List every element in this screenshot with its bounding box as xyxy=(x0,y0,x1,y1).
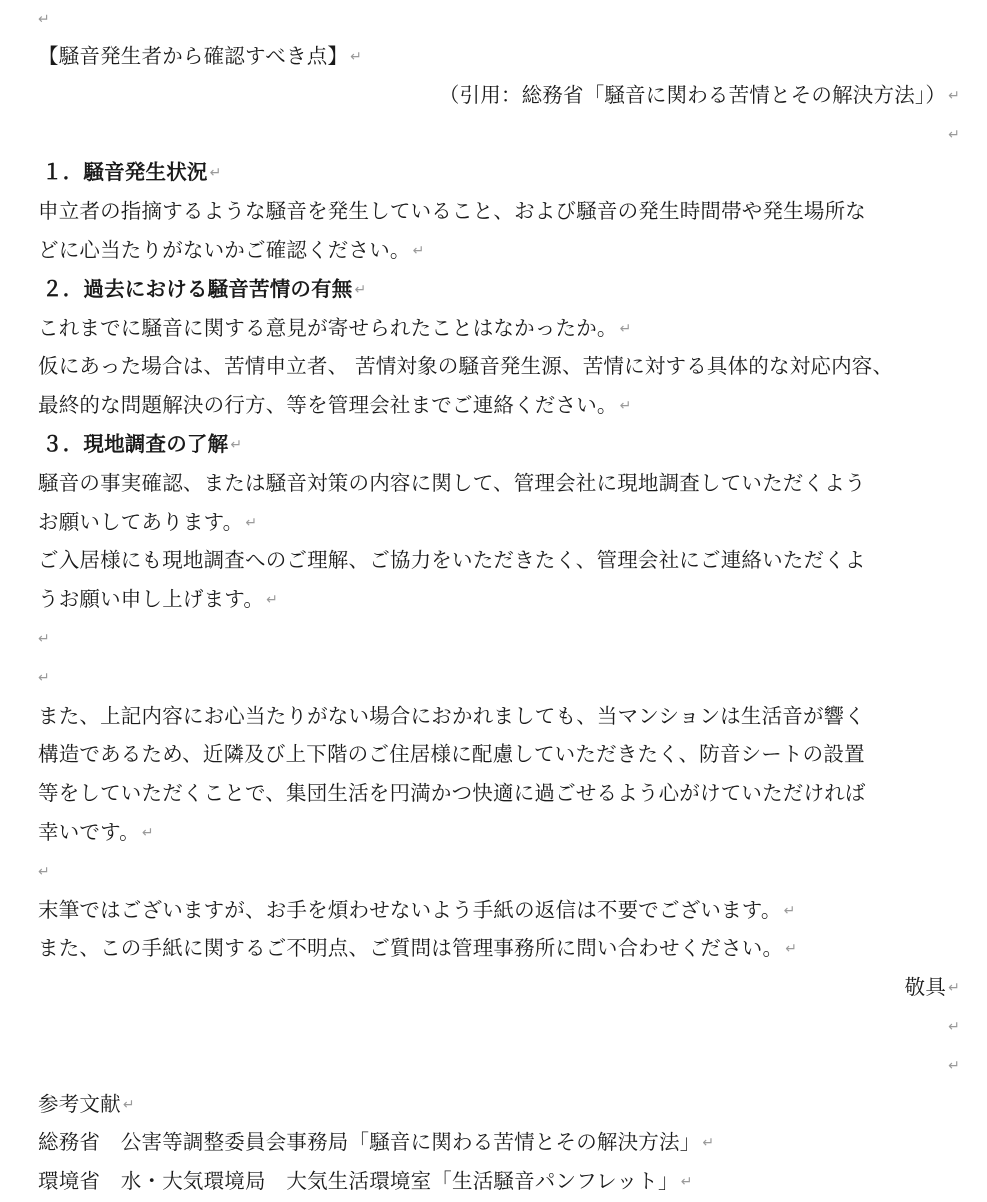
empty-line xyxy=(38,619,960,658)
citation-text: （引用：総務省「騒音に関わる苦情とその解決方法」） xyxy=(438,82,947,107)
empty-line xyxy=(38,115,960,154)
reference-text: 総務省 公害等調整委員会事務局「騒音に関わる苦情とその解決方法」 xyxy=(38,1130,701,1155)
paragraph-mark-icon: ↵ xyxy=(38,631,50,648)
item1-body-text: 申立者の指摘するような騒音を発生していること、および騒音の発生時間帯や発生場所な xyxy=(38,199,866,224)
paragraph-mark-icon: ↵ xyxy=(619,320,632,337)
item2-body-line xyxy=(38,386,960,425)
item3-body-line xyxy=(38,580,960,619)
item3-body-text: お願いしてあります。 xyxy=(38,509,244,534)
empty-line xyxy=(38,658,960,697)
closing-line xyxy=(38,891,960,930)
item2-body-line xyxy=(38,347,960,386)
item3-body-text: 騒音の事実確認、または騒音対策の内容に関して、管理会社に現地調査していただくよう xyxy=(38,470,866,495)
request-line xyxy=(38,774,960,813)
paragraph-mark-icon: ↵ xyxy=(785,941,798,958)
closing-line xyxy=(38,929,960,968)
paragraph-mark-icon: ↵ xyxy=(350,49,363,66)
paragraph-mark-icon: ↵ xyxy=(230,437,243,454)
item2-body-line xyxy=(38,309,960,348)
paragraph-mark-icon: ↵ xyxy=(38,863,50,880)
closing-text: 末筆ではございますが、お手を煩わせないよう手紙の返信は不要でございます。 xyxy=(38,897,782,922)
paragraph-mark-icon: ↵ xyxy=(948,980,960,997)
paragraph-mark-icon: ↵ xyxy=(209,165,222,182)
references-heading xyxy=(38,1085,960,1124)
paragraph-mark-icon: ↵ xyxy=(948,87,960,104)
empty-line xyxy=(38,1046,960,1085)
item1-body-line xyxy=(38,192,960,231)
request-text: 構造であるため、近隣及び上下階のご住居様に配慮していただきたく、防音シートの設置 xyxy=(38,742,865,767)
document-page xyxy=(38,0,960,1201)
empty-line xyxy=(38,1007,960,1046)
item3-body-line xyxy=(38,541,960,580)
paragraph-mark-icon: ↵ xyxy=(122,1096,135,1113)
item1-number: １． xyxy=(42,160,84,185)
paragraph-mark-icon: ↵ xyxy=(948,126,960,143)
references-heading-text: 参考文献 xyxy=(38,1091,121,1116)
reference-item xyxy=(38,1123,960,1162)
request-line xyxy=(38,813,960,852)
item1-heading xyxy=(38,153,960,192)
sign-off xyxy=(38,968,960,1007)
paragraph-mark-icon: ↵ xyxy=(680,1174,693,1191)
empty-line xyxy=(38,0,960,28)
item3-body-line xyxy=(38,503,960,542)
item1-body-line xyxy=(38,231,960,270)
request-text: また、上記内容にお心当たりがない場合におかれましても、当マンションは生活音が響く xyxy=(38,703,866,728)
item3-body-text: うお願い申し上げます。 xyxy=(38,587,265,612)
paragraph-mark-icon: ↵ xyxy=(38,669,50,686)
paragraph-mark-icon: ↵ xyxy=(266,592,278,609)
paragraph-mark-icon: ↵ xyxy=(141,825,154,842)
empty-line xyxy=(38,852,960,891)
request-line xyxy=(38,735,960,774)
paragraph-mark-icon: ↵ xyxy=(412,243,425,260)
item2-title: 過去における騒音苦情の有無 xyxy=(83,276,353,301)
item3-number: ３． xyxy=(42,431,84,456)
item3-title: 現地調査の了解 xyxy=(83,431,229,456)
citation xyxy=(38,76,960,115)
section-heading xyxy=(38,37,960,76)
reference-item xyxy=(38,1162,960,1201)
reference-text: 環境省 水・大気環境局 大気生活環境室「生活騒音パンフレット」 xyxy=(38,1169,679,1194)
paragraph-mark-icon: ↵ xyxy=(245,514,258,531)
request-line xyxy=(38,697,960,736)
item1-body-text: どに心当たりがないかご確認ください。 xyxy=(38,237,411,262)
item1-title: 騒音発生状況 xyxy=(83,160,208,185)
closing-text: また、この手紙に関するご不明点、ご質問は管理事務所に問い合わせください。 xyxy=(38,936,784,961)
paragraph-mark-icon: ↵ xyxy=(354,281,367,298)
item2-heading xyxy=(38,270,960,309)
paragraph-mark-icon: ↵ xyxy=(619,398,632,415)
paragraph-mark-icon: ↵ xyxy=(948,1057,960,1074)
item2-body-text: これまでに騒音に関する意見が寄せられたことはなかったか。 xyxy=(38,315,618,340)
paragraph-mark-icon: ↵ xyxy=(702,1135,715,1152)
paragraph-mark-icon: ↵ xyxy=(38,11,50,28)
item3-heading xyxy=(38,425,960,464)
item2-body-text: 最終的な問題解決の行方、等を管理会社までご連絡ください。 xyxy=(38,393,618,418)
item2-body-text: 仮にあった場合は、苦情申立者、 苦情対象の騒音発生源、苦情に対する具体的な対応内容、 xyxy=(38,354,894,379)
section-heading-text: 【騒音発生者から確認すべき点】 xyxy=(38,44,349,68)
paragraph-mark-icon: ↵ xyxy=(948,1019,960,1036)
request-text: 等をしていただくことで、集団生活を円満かつ快適に過ごせるよう心がけていただければ xyxy=(38,781,866,806)
sign-off-text: 敬具 xyxy=(904,975,947,1000)
item3-body-line xyxy=(38,464,960,503)
item3-body-text: ご入居様にも現地調査へのご理解、ご協力をいただきたく、管理会社にご連絡いただくよ xyxy=(38,548,866,573)
item2-number: ２． xyxy=(42,276,84,301)
request-text: 幸いです。 xyxy=(38,819,140,844)
paragraph-mark-icon: ↵ xyxy=(783,902,796,919)
